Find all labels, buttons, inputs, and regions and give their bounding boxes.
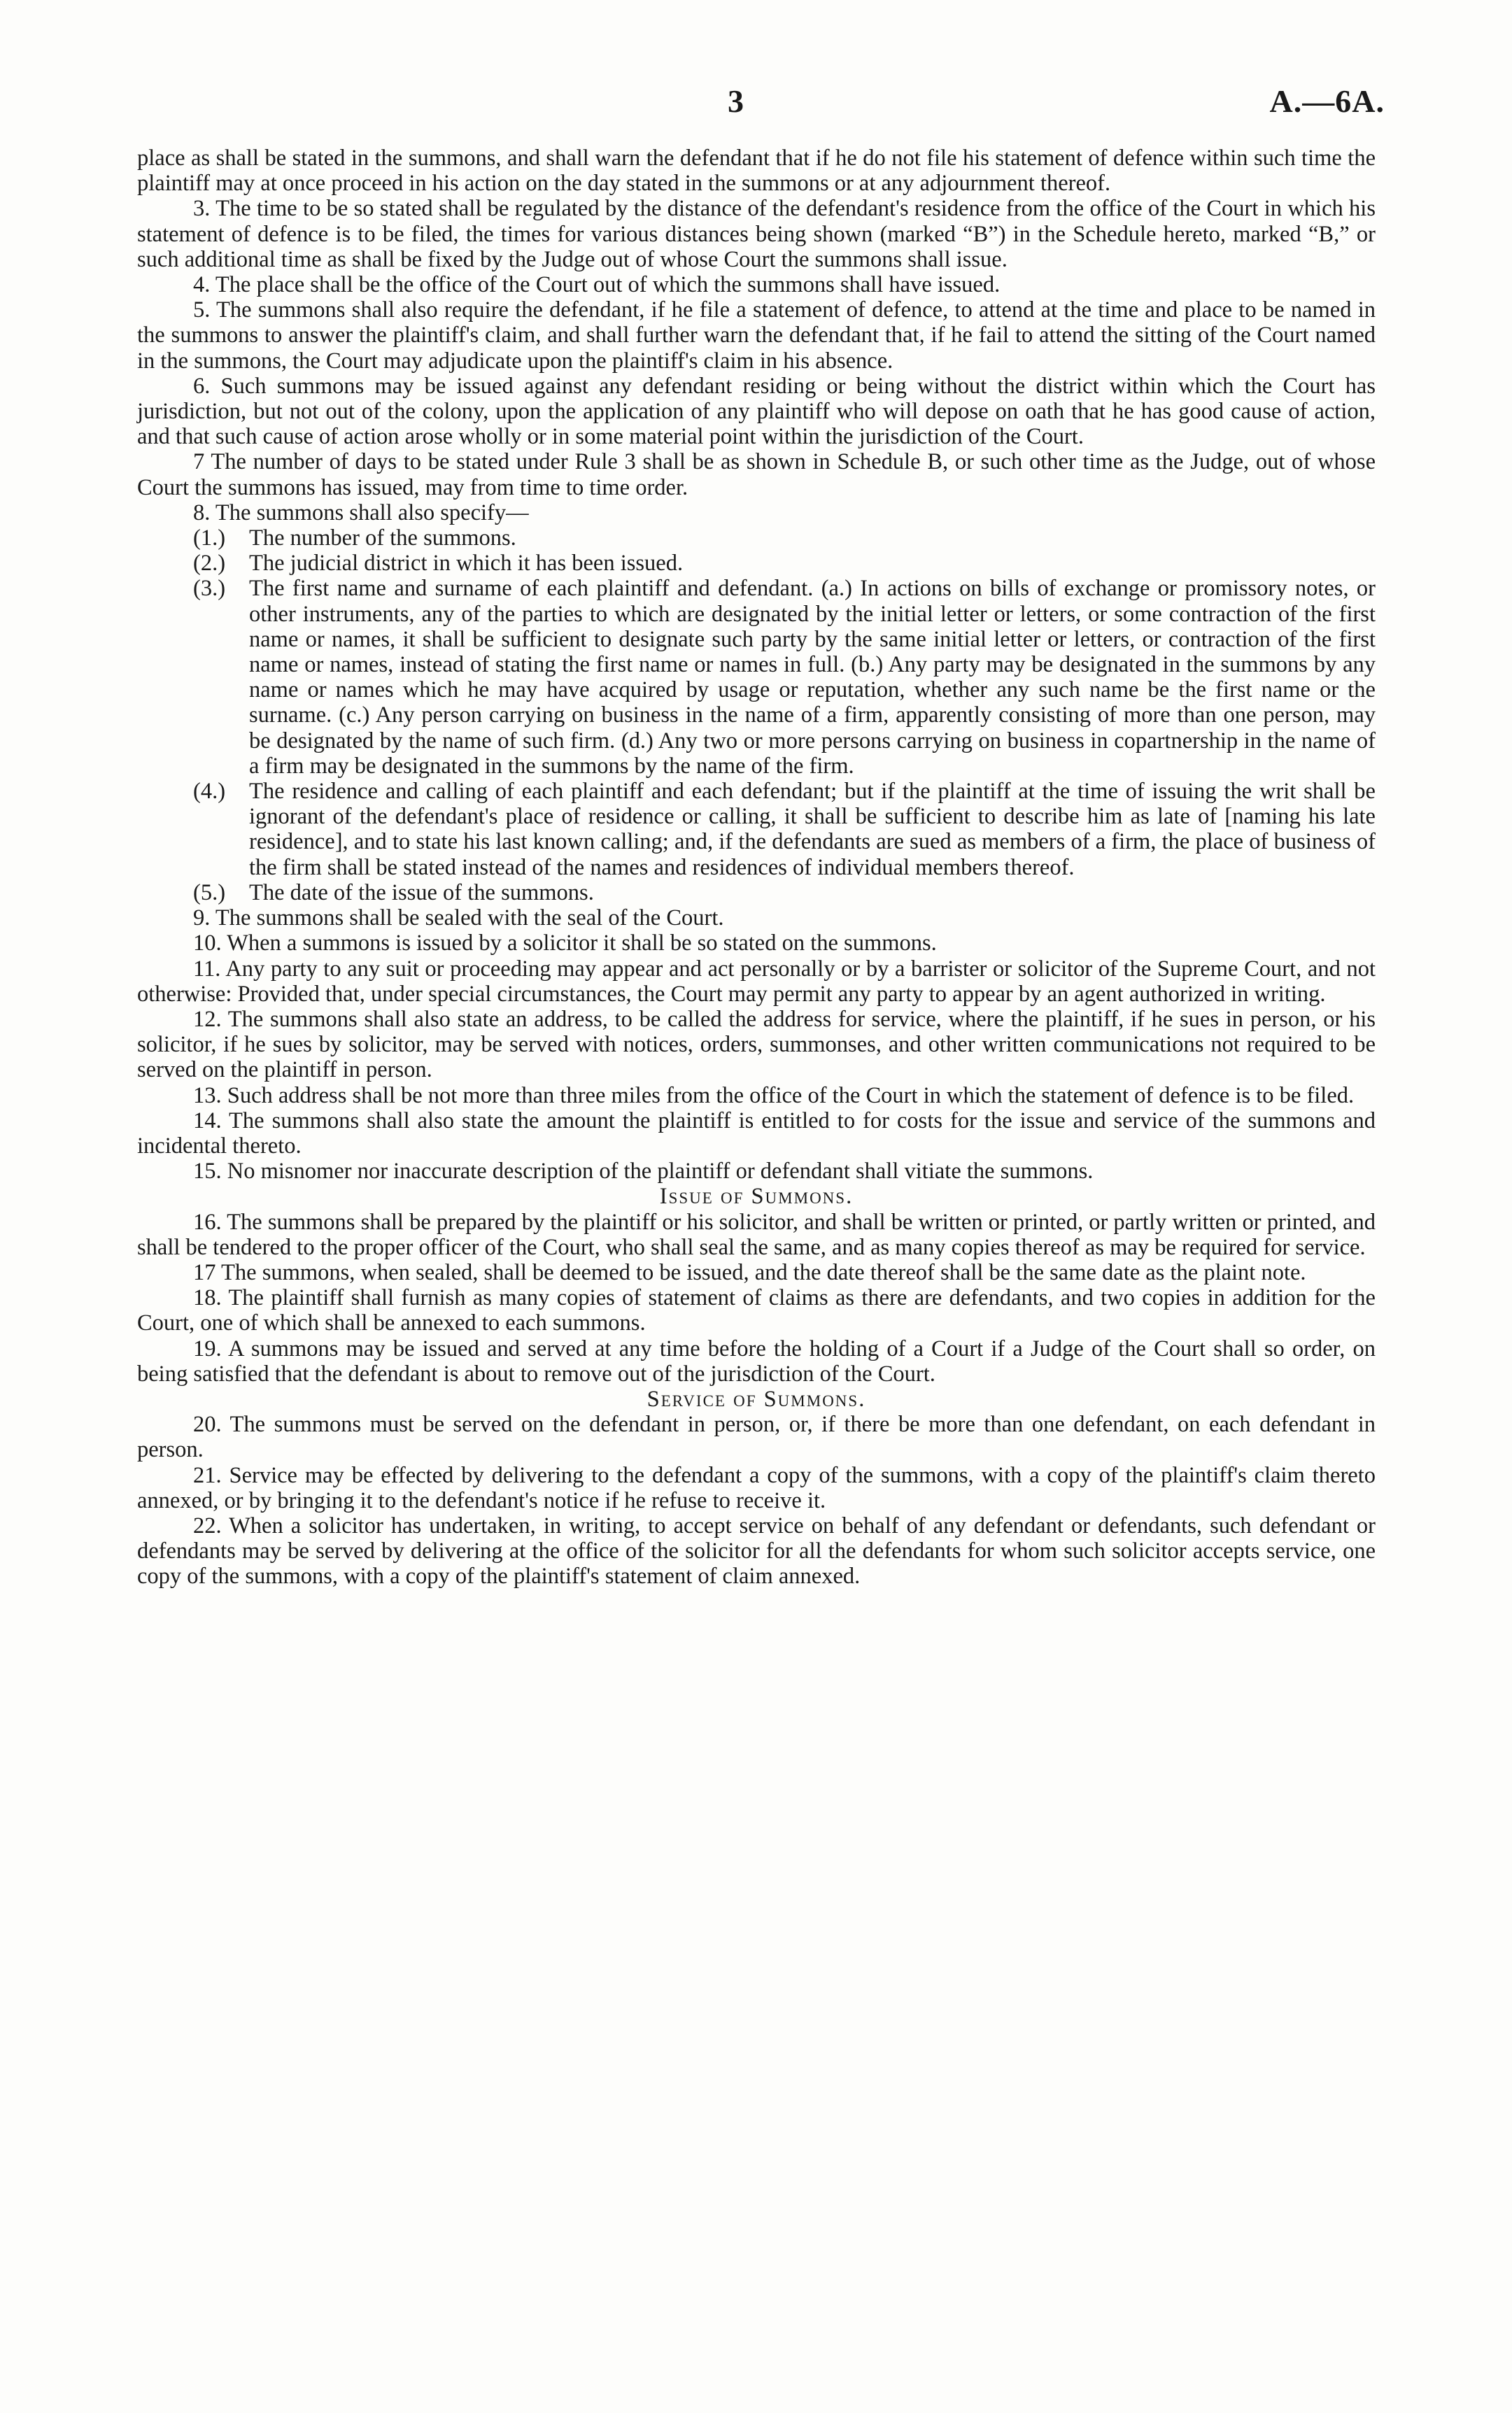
rule-19: 19. A summons may be issued and served at any time before the holding of a Court if a Judge of the Court shall so order, on being satisfied that the defendant is about to remove out of the jurisdiction of the Court. [137, 1336, 1376, 1387]
rule-7: 7 The number of days to be stated under Rule 3 shall be as shown in Schedule B, or such other time as the Judge, out of whose Court the summons has issued, may from time to time order. [137, 449, 1376, 500]
section-heading-issue: Issue of Summons. [659, 1184, 854, 1210]
rule-16: 16. The summons shall be prepared by the plaintiff or his solicitor, and shall be written or printed, or partly written or printed, and shall be tendered to the proper officer of the Court, who shall seal the same, and as many copies thereof as may be required for service. [137, 1209, 1376, 1260]
rule-8-item [137, 525, 1376, 551]
rule-8: 8. The summons shall also specify— [193, 500, 529, 525]
rule-8-item [137, 779, 1376, 880]
item-number: (3.) [193, 576, 226, 602]
paragraph-continued: place as shall be stated in the summons, and shall warn the defendant that if he do not file his statement of defence within such time the plaintiff may at once proceed in his action on the day stated in the summons or at any adjournment thereof. [137, 146, 1376, 197]
rule-20: 20. The summons must be served on the defendant in person, or, if there be more than one defendant, on each defendant in person. [137, 1412, 1376, 1463]
item-number: (5.) [193, 879, 226, 905]
rule-18: 18. The plaintiff shall furnish as many copies of statement of claims as there are defendants, and two copies in addition for the Court, one of which shall be annexed to each summons. [137, 1285, 1376, 1336]
rule-3: 3. The time to be so stated shall be regulated by the distance of the defendant's residence from the office of the Court in which his statement of defence is to be filed, the times for various distances being shown (marked “B”) in the Schedule hereto, marked “B,” or such additional time as shall be fixed by the Judge out of whose Court the summons shall issue. [137, 196, 1376, 272]
rule-13: 13. Such address shall be not more than three miles from the office of the Court in which the statement of defence is to be filed. [193, 1082, 1355, 1108]
item-number: (1.) [193, 525, 226, 551]
rule-10: 10. When a summons is issued by a solicitor it shall be so stated on the summons. [193, 930, 937, 956]
rule-9: 9. The summons shall be sealed with the seal of the Court. [193, 905, 724, 931]
rule-17: 17 The summons, when sealed, shall be deemed to be issued, and the date thereof shall be the same date as the plaint note. [193, 1259, 1306, 1285]
item-text: The number of the summons. [249, 525, 516, 551]
rule-8-item [137, 551, 1376, 576]
item-text: The date of the issue of the summons. [249, 879, 594, 905]
rule-8-item [137, 880, 1376, 905]
rule-6: 6. Such summons may be issued against any defendant residing or being without the district within which the Court has jurisdiction, but not out of the colony, upon the application of any plaintiff who will depose on oath that he has good cause of action, and that such cause of action arose wholly or in some material point within the jurisdiction of the Court. [137, 373, 1376, 450]
page-number: 3 [728, 83, 744, 119]
page-header [0, 83, 1512, 125]
rule-11: 11. Any party to any suit or proceeding may appear and act personally or by a barrister or solicitor of the Supreme Court, and not otherwise: Provided that, under special circumstances, the Court may permit any party to appear by an agent authorized in writing. [137, 956, 1376, 1007]
rule-8-item [137, 576, 1376, 779]
section-heading-service: Service of Summons. [647, 1386, 866, 1412]
rule-22: 22. When a solicitor has undertaken, in writing, to accept service on behalf of any defendant or defendants, such defendant or defendants may be served by delivering at the office of the solicitor for all the defendants for whom such solicitor accepts service, one copy of the summons, with a copy of the plaintiff's statement of claim annexed. [137, 1513, 1376, 1590]
rule-4: 4. The place shall be the office of the Court out of which the summons shall have issued. [193, 272, 1001, 298]
document-reference: A.—6A. [1269, 83, 1385, 119]
rule-14: 14. The summons shall also state the amount the plaintiff is entitled to for costs for the issue and service of the summons and incidental thereto. [137, 1108, 1376, 1159]
item-number: (4.) [193, 779, 226, 805]
item-text: The judicial district in which it has been issued. [249, 551, 684, 576]
rule-15: 15. No misnomer nor inaccurate description of the plaintiff or defendant shall vitiate the summons. [193, 1159, 1094, 1184]
item-text: The first name and surname of each plaintiff and defendant. (a.) In actions on bills of exchange or promissory notes, or other instruments, any of the parties to which are designated by the initial letter or letters, or some contraction of the first name or names, it shall be sufficient to designate such party by the same initial letter or letters, or contraction of the first name or names, instead of stating the first name or names in full. (b.) Any party may be designated in the summons by any name or names which he may have acquired by usage or reputation, whether any such name be the first name or the surname. (c.) Any person carrying on business in the name of a firm, apparently consisting of more than one person, may be designated by the name of such firm. (d.) Any two or more persons carrying on business in copartnership in the name of a firm may be designated in the summons by the name of the firm. [249, 576, 1376, 779]
document-body [137, 146, 1376, 1590]
item-text: The residence and calling of each plaintiff and each defendant; but if the plaintiff at the time of issuing the writ shall be ignorant of the defendant's place of residence or calling, it shall be sufficient to describe him as late of [naming his late residence], and to state his last known calling; and, if the defendants are sued as members of a firm, the place of business of the firm shall be stated instead of the names and residences of individual members thereof. [249, 779, 1376, 880]
rule-5: 5. The summons shall also require the defendant, if he file a statement of defence, to attend at the time and place to be named in the summons to answer the plaintiff's claim, and shall further warn the defendant that, if he fail to attend the sitting of the Court named in the summons, the Court may adjudicate upon the plaintiff's claim in his absence. [137, 297, 1376, 374]
rule-21: 21. Service may be effected by delivering to the defendant a copy of the summons, with a copy of the plaintiff's claim thereto annexed, or by bringing it to the defendant's notice if he refuse to receive it. [137, 1462, 1376, 1513]
item-number: (2.) [193, 551, 226, 576]
rule-12: 12. The summons shall also state an address, to be called the address for service, where the plaintiff, if he sues in person, or his solicitor, if he sues by solicitor, may be served with notices, orders, summonses, and other written communications not required to be served on the plaintiff in person. [137, 1006, 1376, 1083]
